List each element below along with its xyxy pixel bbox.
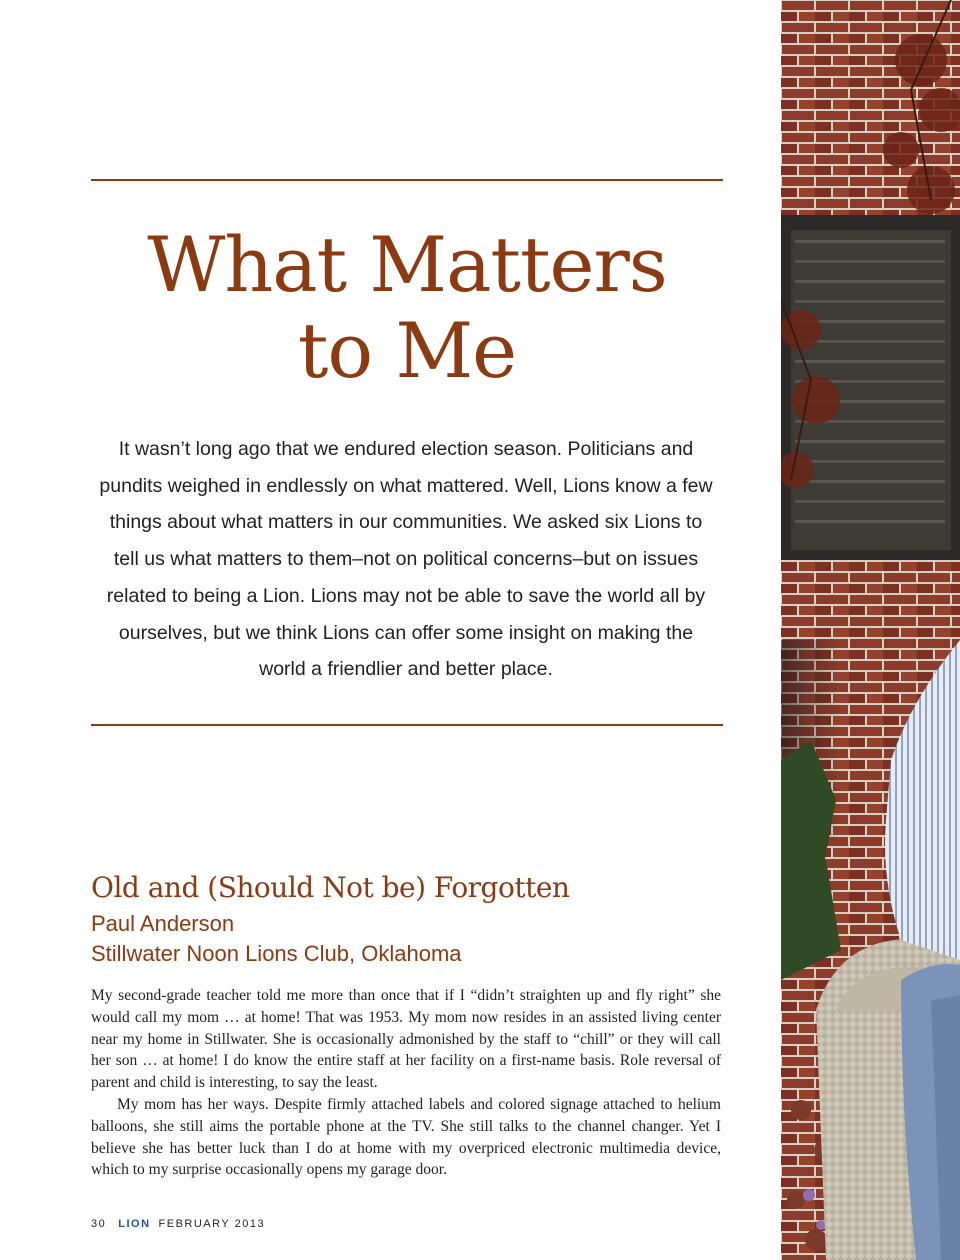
issue-date: FEBRUARY 2013 xyxy=(158,1218,266,1230)
article-paragraph-1: My second-grade teacher told me more than once that if I “didn’t straighten up and fly right” she would call my mom … at home! That was 1953. My mom now resides in an assisted living center near my home in Stillwater. She is occasionally admonished by the staff to “chill” or they will call her son … at home! I do know the entire staff at her facility on a first-name basis. Role reversal of parent and child is interesting, to say the least. xyxy=(91,987,721,1092)
page-number: 30 xyxy=(91,1218,107,1230)
bottom-divider xyxy=(91,724,723,726)
article-club: Stillwater Noon Lions Club, Oklahoma xyxy=(91,941,462,966)
article-author: Paul Anderson xyxy=(91,911,235,936)
headline xyxy=(91,222,723,394)
magazine-name: LION xyxy=(118,1218,151,1230)
top-divider xyxy=(91,179,723,181)
article-title: Old and (Should Not be) Forgotten xyxy=(91,871,570,904)
article-paragraph-2: My mom has her ways. Despite firmly attached labels and colored signage attached to helium balloons, she still aims the portable phone at the TV. She still talks to the channel changer. Yet I believe she has better luck than I do at home with my overpriced electronic multimedia device, which to my surprise occasionally opens my garage door. xyxy=(91,1095,721,1179)
article-body xyxy=(91,985,721,1181)
headline-line-2: to Me xyxy=(297,306,517,395)
intro-text: It wasn’t long ago that we endured election season. Politicians and pundits weighed in endlessly on what mattered. Well, Lions know a few things about what matters in our communities. We asked six Lions to tell us what matters to them–not on political concerns–but on issues related to being a Lion. Lions may not be able to save the world all by ourselves, but we think Lions can offer some insight on making the world a friendlier and better place. xyxy=(99,438,713,681)
portrait-photo xyxy=(781,0,960,1260)
headline-line-1: What Matters xyxy=(147,220,667,309)
page-footer xyxy=(91,1216,265,1232)
